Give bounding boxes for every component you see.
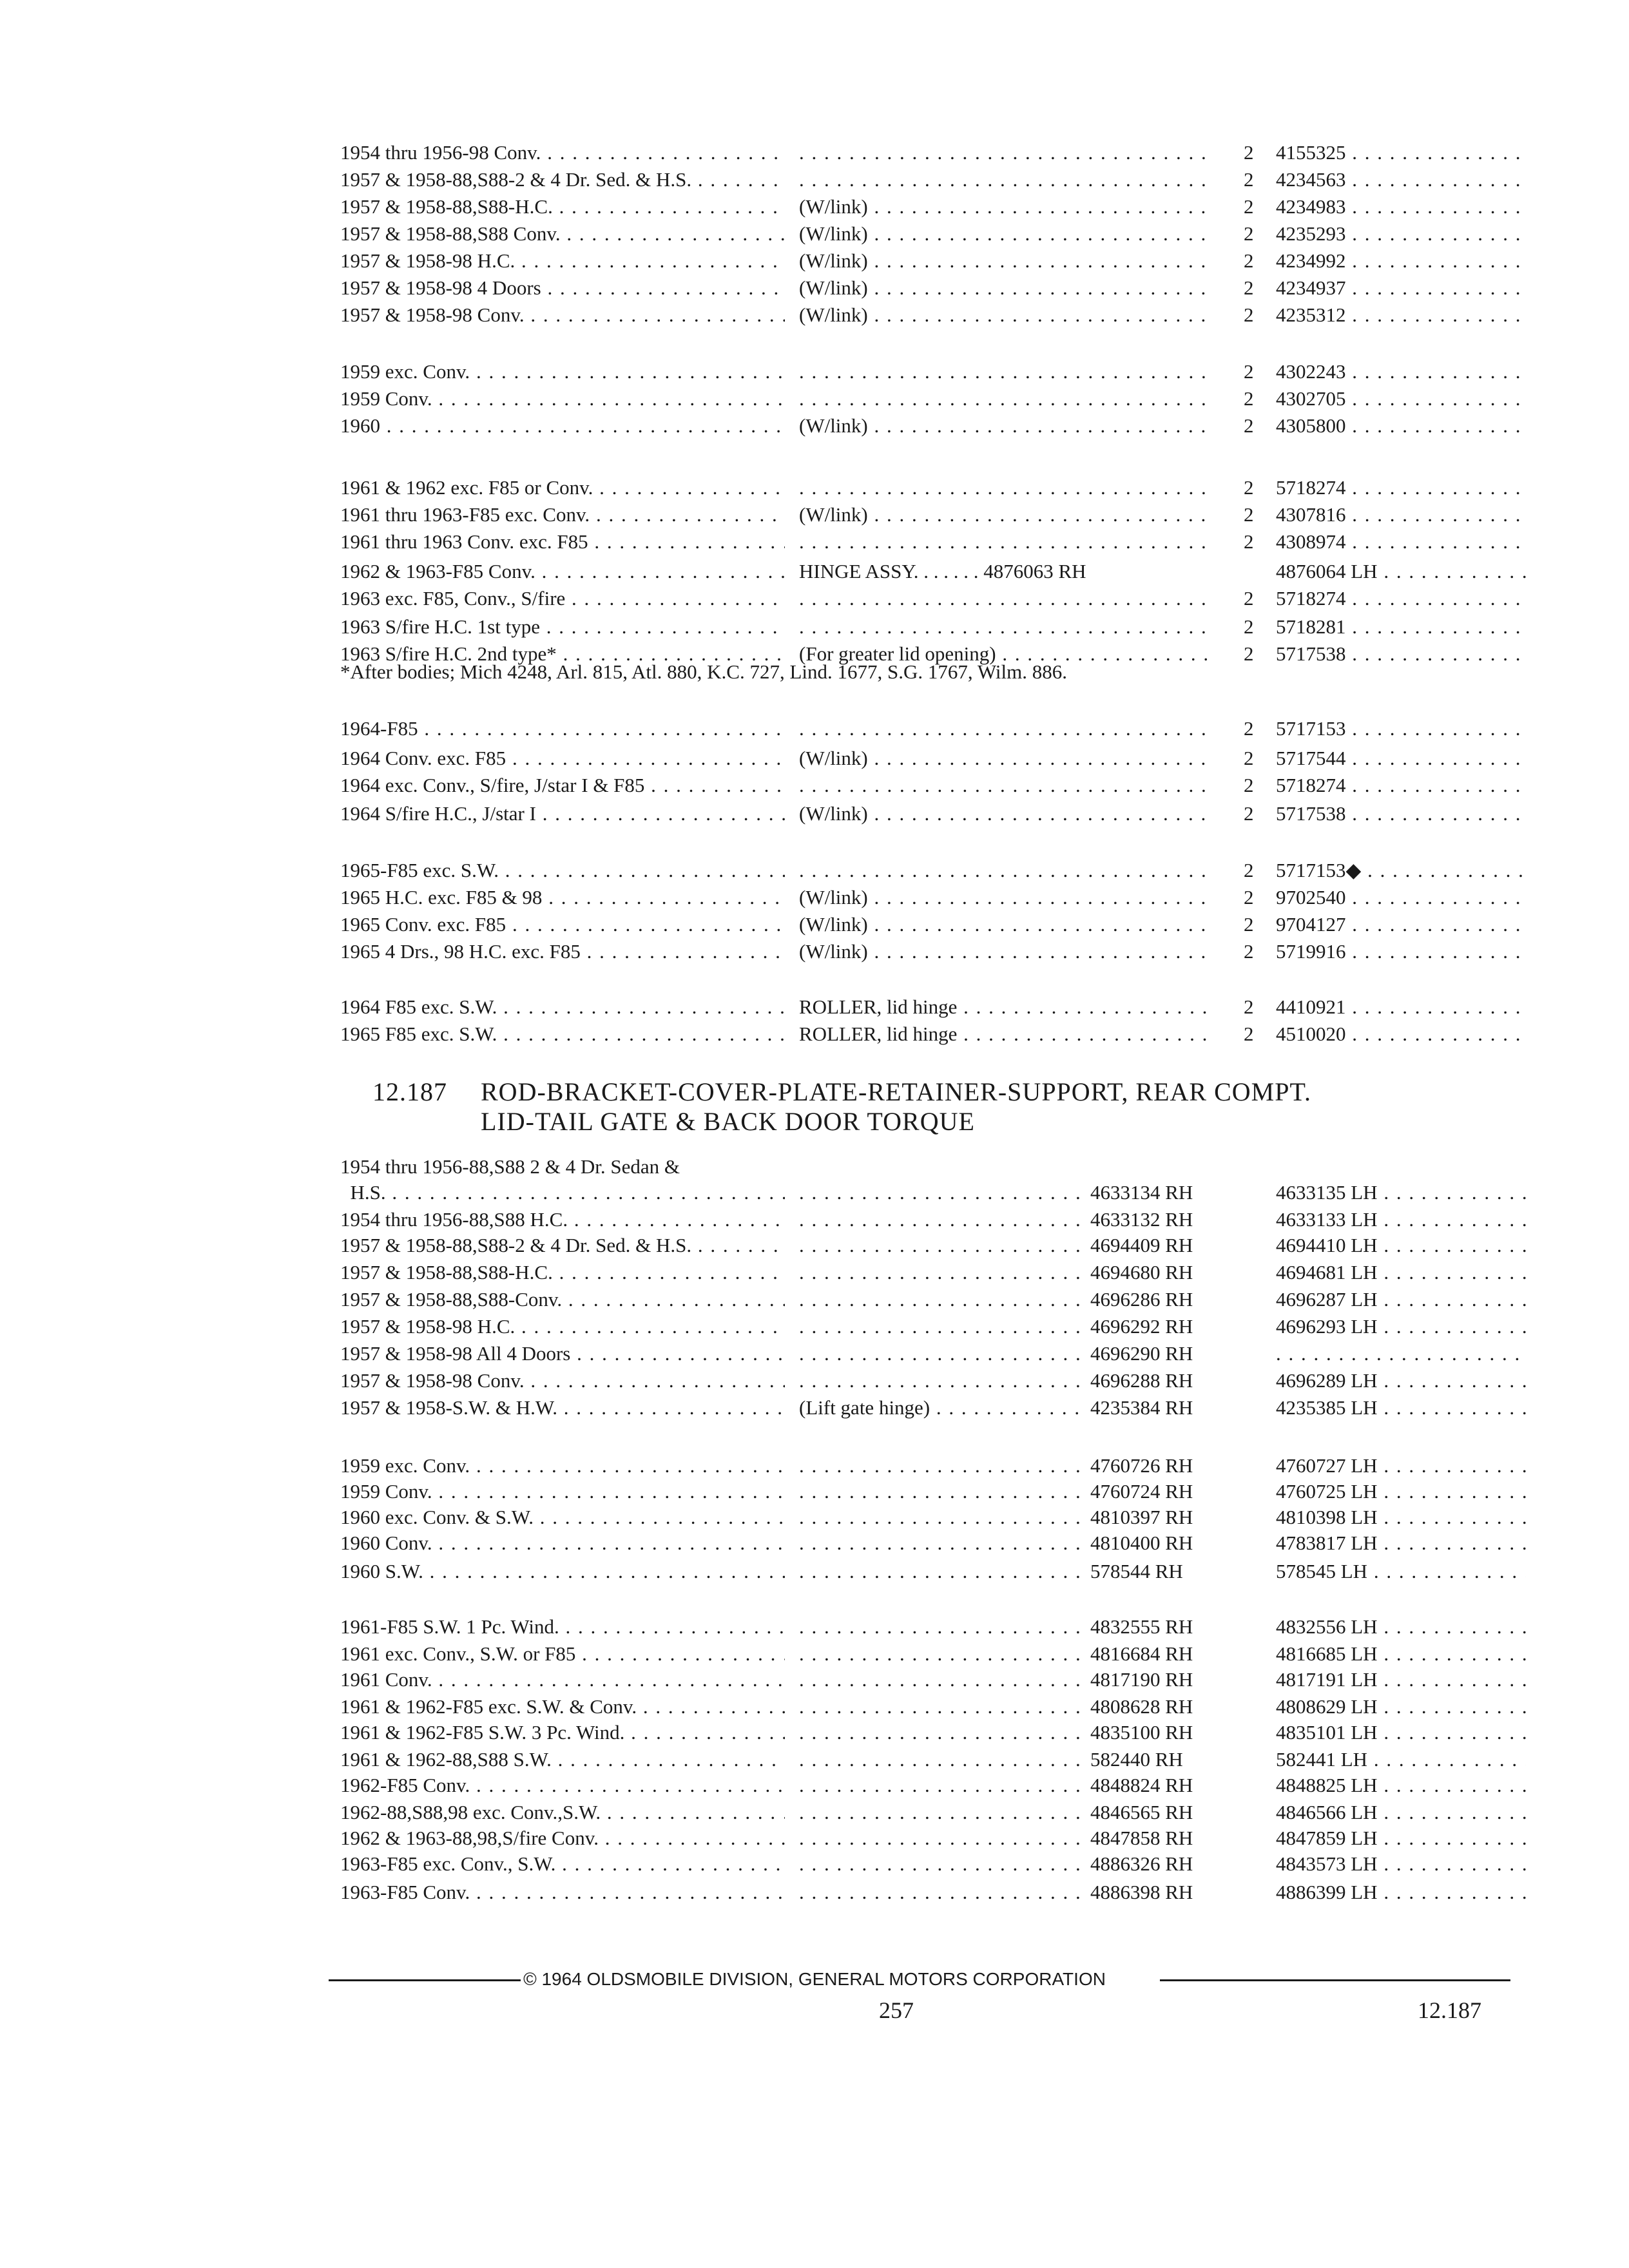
lh-part-number: 4235385 LH . . . [1276, 1394, 1526, 1421]
table-row [340, 1850, 1526, 1878]
model-cell: 1959 Conv. . . . [340, 1478, 785, 1505]
part-number-cell: 4876064 LH . . . [1276, 558, 1526, 585]
rh-part-number: 4817190 RH [1088, 1666, 1251, 1693]
model-cell: 1961 exc. Conv., S.W. or F85 . . . [340, 1640, 785, 1667]
model-cell: 1957 & 1958-88,S88-2 & 4 Dr. Sed. & H.S. . . . [340, 166, 785, 193]
quantity-cell: 2 [1244, 249, 1254, 272]
quantity-cell: 2 [1244, 414, 1254, 437]
description-cell: (W/link) . . . [799, 412, 1211, 439]
table-row [340, 1452, 1526, 1479]
description-cell: (Lift gate hinge) . . . [799, 1394, 1083, 1421]
model-cell: 1960 S.W. . . . [340, 1558, 785, 1585]
model-cell: 1957 & 1958-98 Conv. . . . [340, 1367, 785, 1394]
part-number-cell: 4410921 . . . [1276, 994, 1526, 1021]
part-number-cell: 5719916 . . . [1276, 938, 1526, 965]
model-cell: 1964-F85 . . . [340, 715, 785, 742]
model-cell: 1957 & 1958-88,S88-Conv. . . . [340, 1286, 785, 1313]
model-cell: 1965 Conv. exc. F85 . . . [340, 911, 785, 938]
part-number-cell: 4234992 . . . [1276, 247, 1526, 274]
model-cell: 1959 exc. Conv. . . . [340, 358, 785, 385]
leader-cell [799, 1613, 1083, 1640]
rh-part-number: 4816684 RH [1088, 1640, 1251, 1667]
table-row [340, 772, 1526, 799]
quantity-cell: 2 [1244, 886, 1254, 908]
description-cell [799, 772, 1211, 799]
model-cell: 1963-F85 Conv. . . . [340, 1879, 785, 1906]
section-title-line1: ROD-BRACKET-COVER-PLATE-RETAINER-SUPPORT, REAR COMPT. [481, 1077, 1311, 1106]
table-row [340, 528, 1526, 555]
part-number-cell: 5718274 . . . [1276, 474, 1526, 501]
lh-part-number: 4633135 LH . . . [1276, 1179, 1526, 1206]
lh-part-number: 4817191 LH . . . [1276, 1666, 1526, 1693]
description-cell: (W/link) . . . [799, 938, 1211, 965]
description-cell [799, 857, 1211, 884]
table-row [340, 1286, 1526, 1313]
model-cell: 1963 exc. F85, Conv., S/fire . . . [340, 585, 785, 612]
model-cell: 1963 S/fire H.C. 2nd type* . . . [340, 640, 785, 668]
table-row [340, 1558, 1526, 1585]
table-row [340, 166, 1526, 193]
quantity-cell: 2 [1244, 642, 1254, 665]
quantity-cell: 2 [1244, 387, 1254, 410]
lh-part-number: 4816685 LH . . . [1276, 1640, 1526, 1667]
description-cell [799, 613, 1211, 640]
part-number-cell: 4302705 . . . [1276, 385, 1526, 412]
lh-part-number: 4760725 LH . . . [1276, 1478, 1526, 1505]
rh-part-number: 4808628 RH [1088, 1693, 1251, 1720]
part-number-cell: 9702540 . . . [1276, 884, 1526, 911]
model-cell: 1954 thru 1956-88,S88 2 & 4 Dr. Sedan & [340, 1155, 680, 1178]
table-row [340, 1504, 1526, 1531]
table-row [340, 1367, 1526, 1394]
model-cell: 1957 & 1958-98 All 4 Doors . . . [340, 1340, 785, 1367]
table-row [340, 1340, 1526, 1367]
table-row [340, 1825, 1526, 1852]
part-number-cell: 4234563 . . . [1276, 166, 1526, 193]
model-cell: 1960 . . . [340, 412, 785, 439]
rh-part-number: 4846565 RH [1088, 1799, 1251, 1826]
part-number-cell: 4305800 . . . [1276, 412, 1526, 439]
table-row [340, 558, 1526, 585]
leader-cell [799, 1340, 1083, 1367]
table-row [340, 1746, 1526, 1773]
lh-part-number: 4760727 LH . . . [1276, 1452, 1526, 1479]
leader-cell [799, 1452, 1083, 1479]
part-number-cell: 4234983 . . . [1276, 193, 1526, 220]
model-cell: 1963 S/fire H.C. 1st type . . . [340, 613, 785, 640]
model-cell: 1957 & 1958-98 Conv. . . . [340, 302, 785, 329]
model-cell: 1961 & 1962-F85 S.W. 3 Pc. Wind. . . . [340, 1719, 785, 1746]
table-row [340, 1666, 1526, 1693]
leader-cell [799, 1558, 1083, 1585]
leader-cell [799, 1879, 1083, 1906]
quantity-cell: 2 [1244, 802, 1254, 825]
quantity-cell: 2 [1244, 913, 1254, 936]
description-cell: (W/link) . . . [799, 911, 1211, 938]
leader-cell [799, 1746, 1083, 1773]
description-cell: (W/link) . . . [799, 274, 1211, 302]
lh-part-number [1276, 1340, 1526, 1367]
description-cell: (W/link) . . . [799, 800, 1211, 827]
model-cell: 1957 & 1958-88,S88-H.C. . . . [340, 1259, 785, 1286]
table-row [340, 1394, 1526, 1421]
rh-part-number: 4848824 RH [1088, 1772, 1251, 1799]
quantity-cell: 2 [1244, 476, 1254, 499]
lh-part-number: 4783817 LH . . . [1276, 1530, 1526, 1557]
rh-part-number: 4694409 RH [1088, 1232, 1251, 1259]
rh-part-number: 4847858 RH [1088, 1825, 1251, 1852]
table-row [340, 1313, 1526, 1340]
table-row [340, 1259, 1526, 1286]
description-cell: (W/link) . . . [799, 193, 1211, 220]
table-row [340, 1206, 1526, 1233]
table-row [340, 1613, 1526, 1640]
table-row [340, 715, 1526, 742]
table-row [340, 1719, 1526, 1746]
description-cell [799, 474, 1211, 501]
model-cell: 1957 & 1958-98 H.C. . . . [340, 1313, 785, 1340]
model-cell: H.S. . . . [340, 1179, 785, 1206]
leader-cell [799, 1259, 1083, 1286]
model-cell: 1963-F85 exc. Conv., S.W. . . . [340, 1850, 785, 1878]
lh-part-number: 4694681 LH . . . [1276, 1259, 1526, 1286]
lh-part-number: 4843573 LH . . . [1276, 1850, 1526, 1878]
table-row [340, 1640, 1526, 1667]
leader-cell [799, 1179, 1083, 1206]
model-cell: 1962 & 1963-F85 Conv. . . . [340, 558, 785, 585]
model-cell: 1957 & 1958-98 4 Doors . . . [340, 274, 785, 302]
leader-cell [799, 1313, 1083, 1340]
model-cell: 1959 Conv. . . . [340, 385, 785, 412]
model-cell: 1961 & 1962-F85 exc. S.W. & Conv. . . . [340, 1693, 785, 1720]
copyright-line [0, 1966, 1629, 1992]
table-row [340, 994, 1526, 1021]
leader-cell [799, 1504, 1083, 1531]
description-cell: ROLLER, lid hinge . . . [799, 1021, 1211, 1048]
part-number-cell: 4234937 . . . [1276, 274, 1526, 302]
rh-part-number: 4832555 RH [1088, 1613, 1251, 1640]
part-number-cell: 5717544 . . . [1276, 745, 1526, 772]
lh-part-number: 4808629 LH . . . [1276, 1693, 1526, 1720]
part-number-cell: 4155325 . . . [1276, 139, 1526, 166]
part-number-cell: 4307816 . . . [1276, 501, 1526, 528]
section-number: 12.187 [372, 1077, 447, 1106]
table-row [340, 1693, 1526, 1720]
model-cell: 1961 thru 1963 Conv. exc. F85 . . . [340, 528, 785, 555]
quantity-cell: 2 [1244, 587, 1254, 610]
model-cell: 1962-F85 Conv. . . . [340, 1772, 785, 1799]
description-cell [799, 139, 1211, 166]
rh-part-number: 4835100 RH [1088, 1719, 1251, 1746]
part-number-cell: 4308974 . . . [1276, 528, 1526, 555]
table-row [340, 884, 1526, 911]
rh-part-number: 4886326 RH [1088, 1850, 1251, 1878]
page-number: 257 [879, 1997, 914, 2023]
table-row [340, 745, 1526, 772]
rh-part-number: 4810400 RH [1088, 1530, 1251, 1557]
section-title-line2: LID-TAIL GATE & BACK DOOR TORQUE [481, 1107, 975, 1136]
table-row [340, 857, 1526, 884]
leader-cell [799, 1799, 1083, 1826]
part-number-cell: 4235312 . . . [1276, 302, 1526, 329]
quantity-cell: 2 [1244, 276, 1254, 299]
rh-part-number: 4886398 RH [1088, 1879, 1251, 1906]
part-number-cell: 5718274 . . . [1276, 585, 1526, 612]
table-row [340, 800, 1526, 827]
description-cell [799, 166, 1211, 193]
rh-part-number: 4810397 RH [1088, 1504, 1251, 1531]
lh-part-number: 4847859 LH . . . [1276, 1825, 1526, 1852]
part-number-cell: 5717538 . . . [1276, 800, 1526, 827]
table-row [340, 1879, 1526, 1906]
leader-cell [799, 1772, 1083, 1799]
lh-part-number: 4696293 LH . . . [1276, 1313, 1526, 1340]
quantity-cell: 2 [1244, 940, 1254, 963]
table-row [340, 302, 1526, 329]
lh-part-number: 4846566 LH . . . [1276, 1799, 1526, 1826]
part-number-cell: 4235293 . . . [1276, 220, 1526, 247]
quantity-cell: 2 [1244, 222, 1254, 245]
rh-part-number: 4694680 RH [1088, 1259, 1251, 1286]
model-cell: 1964 S/fire H.C., J/star I . . . [340, 800, 785, 827]
table-row [340, 1153, 1526, 1180]
description-cell [799, 358, 1211, 385]
description-cell: (W/link) . . . [799, 247, 1211, 274]
rh-part-number: 582440 RH [1088, 1746, 1251, 1773]
description-cell: ROLLER, lid hinge . . . [799, 994, 1211, 1021]
part-number-cell: 5717153 . . . [1276, 715, 1526, 742]
model-cell: 1959 exc. Conv. . . . [340, 1452, 785, 1479]
table-row [340, 1530, 1526, 1557]
description-cell: (For greater lid opening) . . . [799, 640, 1211, 668]
model-cell: 1961 thru 1963-F85 exc. Conv. . . . [340, 501, 785, 528]
leader-cell [799, 1850, 1083, 1878]
description-cell [799, 715, 1211, 742]
leader-cell [799, 1666, 1083, 1693]
leader-cell [799, 1719, 1083, 1746]
section-heading [372, 1077, 1311, 1137]
lh-part-number: 4696289 LH . . . [1276, 1367, 1526, 1394]
leader-cell [799, 1693, 1083, 1720]
model-cell: 1954 thru 1956-98 Conv. . . . [340, 139, 785, 166]
model-cell: 1961 & 1962 exc. F85 or Conv. . . . [340, 474, 785, 501]
table-row [340, 274, 1526, 302]
model-cell: 1962 & 1963-88,98,S/fire Conv. . . . [340, 1825, 785, 1852]
part-number-cell: 5718281 . . . [1276, 613, 1526, 640]
table-row [340, 358, 1526, 385]
rh-part-number: 4633134 RH [1088, 1179, 1251, 1206]
quantity-cell: 2 [1244, 615, 1254, 638]
model-cell: 1965 H.C. exc. F85 & 98 . . . [340, 884, 785, 911]
rh-part-number: 4696288 RH [1088, 1367, 1251, 1394]
rh-part-number: 4696292 RH [1088, 1313, 1251, 1340]
model-cell: 1960 Conv. . . . [340, 1530, 785, 1557]
description-cell [799, 385, 1211, 412]
lh-part-number: 4886399 LH . . . [1276, 1879, 1526, 1906]
quantity-cell: 2 [1244, 503, 1254, 526]
lh-part-number: 4835101 LH . . . [1276, 1719, 1526, 1746]
quantity-cell: 2 [1244, 774, 1254, 796]
model-cell: 1965 F85 exc. S.W. . . . [340, 1021, 785, 1048]
table-row [340, 1799, 1526, 1826]
quantity-cell: 2 [1244, 859, 1254, 881]
quantity-cell: 2 [1244, 530, 1254, 553]
model-cell: 1960 exc. Conv. & S.W. . . . [340, 1504, 785, 1531]
leader-cell [799, 1640, 1083, 1667]
lh-part-number: 4832556 LH . . . [1276, 1613, 1526, 1640]
table-row [340, 1232, 1526, 1259]
model-cell: 1961 & 1962-88,S88 S.W. . . . [340, 1746, 785, 1773]
rh-part-number: 4696290 RH [1088, 1340, 1251, 1367]
model-cell: 1964 F85 exc. S.W. . . . [340, 994, 785, 1021]
leader-cell [799, 1232, 1083, 1259]
part-number-cell: 4302243 . . . [1276, 358, 1526, 385]
model-cell: 1964 Conv. exc. F85 . . . [340, 745, 785, 772]
table-row [340, 193, 1526, 220]
lh-part-number: 578545 LH . . . [1276, 1558, 1526, 1585]
model-cell: 1961 Conv. . . . [340, 1666, 785, 1693]
description-cell: (W/link) . . . [799, 302, 1211, 329]
part-number-cell: 5717538 . . . [1276, 640, 1526, 668]
table-row [340, 613, 1526, 640]
table-row [340, 1021, 1526, 1048]
part-number-cell: 5718274 . . . [1276, 772, 1526, 799]
model-cell: 1965-F85 exc. S.W. . . . [340, 857, 785, 884]
table-row [340, 385, 1526, 412]
description-cell: (W/link) . . . [799, 501, 1211, 528]
table-row [340, 1772, 1526, 1799]
part-number-cell: 9704127 . . . [1276, 911, 1526, 938]
rh-part-number: 4696286 RH [1088, 1286, 1251, 1313]
lh-part-number: 582441 LH . . . [1276, 1746, 1526, 1773]
description-cell: (W/link) . . . [799, 745, 1211, 772]
part-number-cell: 5717153◆ . . . [1276, 857, 1526, 884]
description-cell: (W/link) . . . [799, 220, 1211, 247]
footnote: *After bodies; Mich 4248, Arl. 815, Atl. 880, K.C. 727, Lind. 1677, S.G. 1767, Wilm. 886. [340, 660, 1067, 683]
rh-part-number: 4760726 RH [1088, 1452, 1251, 1479]
leader-cell [799, 1286, 1083, 1313]
quantity-cell: 2 [1244, 195, 1254, 218]
lh-part-number: 4848825 LH . . . [1276, 1772, 1526, 1799]
quantity-cell: 2 [1244, 303, 1254, 326]
leader-cell [799, 1206, 1083, 1233]
description-cell: (W/link) . . . [799, 884, 1211, 911]
quantity-cell: 2 [1244, 360, 1254, 383]
table-row [340, 501, 1526, 528]
table-row [340, 247, 1526, 274]
lh-part-number: 4694410 LH . . . [1276, 1232, 1526, 1259]
table-row [340, 938, 1526, 965]
rh-part-number: 4760724 RH [1088, 1478, 1251, 1505]
leader-cell [799, 1367, 1083, 1394]
quantity-cell: 2 [1244, 995, 1254, 1018]
model-cell: 1957 & 1958-S.W. & H.W. . . . [340, 1394, 785, 1421]
table-row [340, 1478, 1526, 1505]
description-cell [799, 528, 1211, 555]
footer-section-number: 12.187 [1418, 1997, 1481, 2023]
table-row [340, 474, 1526, 501]
table-row [340, 412, 1526, 439]
lh-part-number: 4810398 LH . . . [1276, 1504, 1526, 1531]
model-cell: 1954 thru 1956-88,S88 H.C. . . . [340, 1206, 785, 1233]
description-cell [799, 585, 1211, 612]
quantity-cell: 2 [1244, 717, 1254, 740]
table-row [340, 585, 1526, 612]
leader-cell [799, 1478, 1083, 1505]
rh-part-number: 4633132 RH [1088, 1206, 1251, 1233]
model-cell: 1957 & 1958-88,S88 Conv. . . . [340, 220, 785, 247]
quantity-cell: 2 [1244, 747, 1254, 769]
rh-part-number: 578544 RH [1088, 1558, 1251, 1585]
model-cell: 1957 & 1958-88,S88-H.C. . . . [340, 193, 785, 220]
table-row [340, 139, 1526, 166]
model-cell: 1961-F85 S.W. 1 Pc. Wind. . . . [340, 1613, 785, 1640]
part-number-cell: 4510020 . . . [1276, 1021, 1526, 1048]
rh-part-number: 4235384 RH [1088, 1394, 1251, 1421]
lh-part-number: 4633133 LH . . . [1276, 1206, 1526, 1233]
model-cell: 1962-88,S88,98 exc. Conv.,S.W. . . . [340, 1799, 785, 1826]
quantity-cell: 2 [1244, 168, 1254, 191]
quantity-cell: 2 [1244, 141, 1254, 164]
copyright-text: © 1964 OLDSMOBILE DIVISION, GENERAL MOTORS CORPORATION [521, 1969, 1108, 1989]
description-cell: HINGE ASSY. . . . . . . 4876063 RH [799, 560, 1086, 582]
quantity-cell: 2 [1244, 1023, 1254, 1045]
model-cell: 1957 & 1958-98 H.C. . . . [340, 247, 785, 274]
table-row [340, 911, 1526, 938]
leader-cell [799, 1530, 1083, 1557]
lh-part-number: 4696287 LH . . . [1276, 1286, 1526, 1313]
model-cell: 1965 4 Drs., 98 H.C. exc. F85 . . . [340, 938, 785, 965]
model-cell: 1957 & 1958-88,S88-2 & 4 Dr. Sed. & H.S. . . . [340, 1232, 785, 1259]
leader-cell [799, 1825, 1083, 1852]
model-cell: 1964 exc. Conv., S/fire, J/star I & F85 . . . [340, 772, 785, 799]
table-row [340, 220, 1526, 247]
table-row [340, 1179, 1526, 1206]
